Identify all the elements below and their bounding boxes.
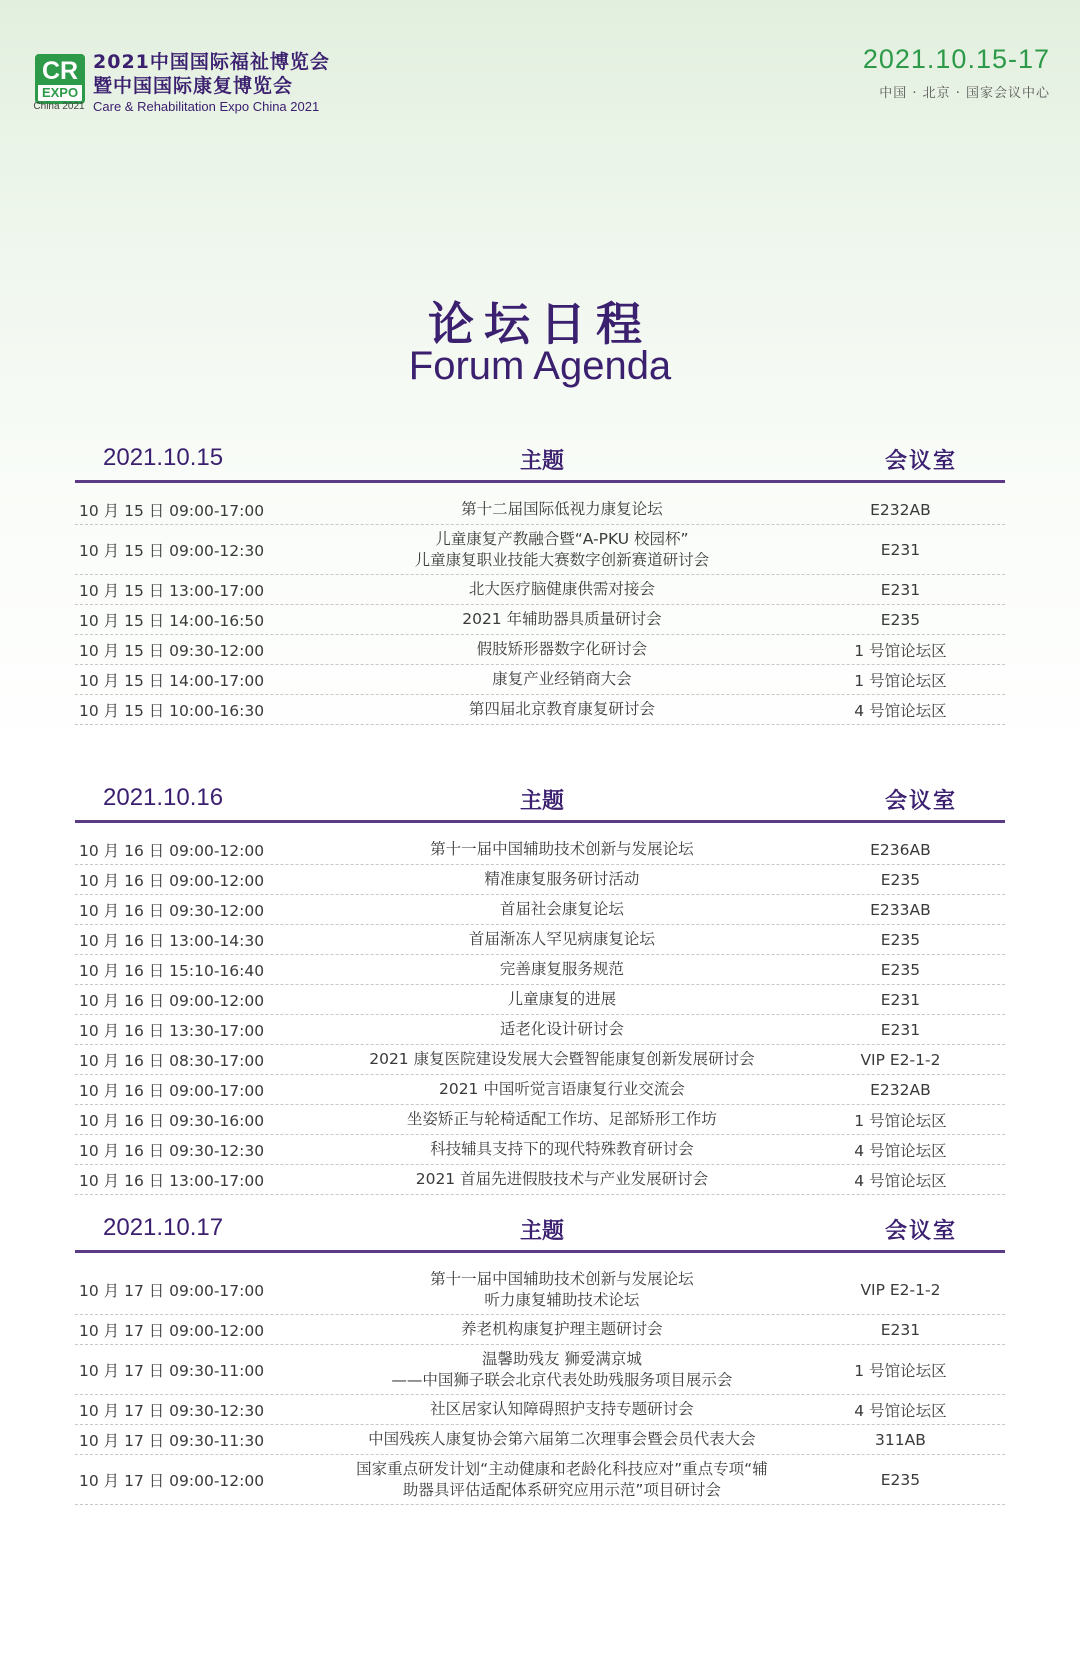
session-topic-line: 完善康复服务规范 <box>499 960 624 978</box>
topic-column-header: 主题 <box>520 449 565 474</box>
session-topic-line: 2021 中国听觉言语康复行业交流会 <box>438 1080 685 1098</box>
agenda-row <box>75 835 1005 865</box>
expo-name-en: Care & Rehabilitation Expo China 2021 <box>93 99 320 114</box>
session-time: 10 月 15 日 10:00-16:30 <box>79 701 265 720</box>
session-time: 10 月 16 日 09:30-12:00 <box>79 901 265 920</box>
session-room: 1 号馆论坛区 <box>854 641 947 660</box>
session-time: 10 月 15 日 09:00-17:00 <box>79 501 265 520</box>
session-topic-line: 康复产业经销商大会 <box>492 670 632 688</box>
page-subtitle: Forum Agenda <box>408 344 672 388</box>
section-header <box>75 1208 1005 1253</box>
session-room: 1 号馆论坛区 <box>854 671 947 690</box>
agenda-row <box>75 495 1005 525</box>
session-room: VIP E2-1-2 <box>860 1280 941 1299</box>
session-room: E232AB <box>870 1080 931 1099</box>
session-topic <box>328 639 796 660</box>
session-topic <box>328 869 796 890</box>
agenda-row <box>75 1045 1005 1075</box>
session-room: E236AB <box>870 840 931 859</box>
session-topic <box>328 959 796 980</box>
session-topic <box>328 1429 796 1450</box>
expo-name-cn-1: 2021中国国际福祉博览会 <box>93 51 330 73</box>
session-time: 10 月 16 日 08:30-17:00 <box>79 1051 265 1070</box>
session-topic <box>328 1019 796 1040</box>
session-topic <box>328 609 796 630</box>
session-time: 10 月 17 日 09:00-17:00 <box>79 1281 265 1300</box>
agenda-row <box>75 1315 1005 1345</box>
session-topic <box>328 1109 796 1130</box>
session-topic-line: 温馨助残友 狮爱满京城 <box>481 1349 642 1368</box>
session-room: 4 号馆论坛区 <box>854 701 947 720</box>
session-topic-line: 科技辅具支持下的现代特殊教育研讨会 <box>430 1140 694 1158</box>
event-venue: 中国 · 北京 · 国家会议中心 <box>879 86 1050 101</box>
session-topic-line: ——中国狮子联会北京代表处助残服务项目展示会 <box>391 1370 733 1389</box>
session-topic-line: 坐姿矫正与轮椅适配工作坊、足部矫形工作坊 <box>406 1110 717 1128</box>
session-topic <box>328 1319 796 1340</box>
page-title: 论坛日程 <box>428 297 652 351</box>
session-topic <box>328 989 796 1010</box>
session-topic-line: 儿童康复职业技能大赛数字创新赛道研讨会 <box>414 550 710 569</box>
session-time: 10 月 16 日 09:00-12:00 <box>79 991 265 1010</box>
session-topic-line: 助器具评估适配体系研究应用示范”项目研讨会 <box>402 1480 721 1499</box>
session-topic-line: 社区居家认知障碍照护支持专题研讨会 <box>430 1400 694 1418</box>
agenda-row <box>75 925 1005 955</box>
session-topic-line: 2021 首届先进假肢技术与产业发展研讨会 <box>415 1170 709 1188</box>
agenda-row <box>75 895 1005 925</box>
room-column-header: 会议室 <box>885 789 958 814</box>
agenda-row <box>75 985 1005 1015</box>
section-date: 2021.10.16 <box>103 784 224 811</box>
session-topic-line: 首届渐冻人罕见病康复论坛 <box>468 930 655 948</box>
session-topic <box>328 839 796 860</box>
session-topic <box>328 1139 796 1160</box>
session-topic <box>328 699 796 720</box>
session-time: 10 月 17 日 09:30-11:30 <box>79 1431 265 1450</box>
session-time: 10 月 15 日 14:00-17:00 <box>79 671 265 690</box>
session-time: 10 月 15 日 09:00-12:30 <box>79 541 265 560</box>
event-date: 2021.10.15-17 <box>862 44 1050 74</box>
session-time: 10 月 16 日 09:30-12:30 <box>79 1141 265 1160</box>
agenda-row <box>75 635 1005 665</box>
agenda-row <box>75 605 1005 635</box>
session-room: E233AB <box>870 900 931 919</box>
section-date: 2021.10.15 <box>103 444 224 471</box>
session-room: E231 <box>880 540 921 559</box>
session-room: 311AB <box>875 1430 926 1449</box>
agenda-row <box>75 525 1005 575</box>
session-topic <box>328 1399 796 1420</box>
session-room: E231 <box>880 990 921 1009</box>
session-room: E231 <box>880 580 921 599</box>
session-topic-line: 第四届北京教育康复研讨会 <box>468 700 655 718</box>
topic-column-header: 主题 <box>520 789 565 814</box>
session-room: E235 <box>880 960 921 979</box>
agenda-row <box>75 1395 1005 1425</box>
session-time: 10 月 16 日 13:00-17:00 <box>79 1171 265 1190</box>
session-topic-line: 2021 年辅助器具质量研讨会 <box>462 610 662 628</box>
session-time: 10 月 17 日 09:00-12:00 <box>79 1321 265 1340</box>
session-topic <box>328 499 796 520</box>
session-time: 10 月 16 日 09:00-17:00 <box>79 1081 265 1100</box>
session-topic-line: 2021 康复医院建设发展大会暨智能康复创新发展研讨会 <box>369 1050 755 1068</box>
expo-names <box>93 50 330 116</box>
session-topic <box>328 1349 796 1391</box>
agenda-list <box>75 1265 1005 1505</box>
session-topic-line: 第十一届中国辅助技术创新与发展论坛 <box>430 840 694 858</box>
session-topic <box>328 899 796 920</box>
session-time: 10 月 15 日 09:30-12:00 <box>79 641 265 660</box>
session-room: 4 号馆论坛区 <box>854 1171 947 1190</box>
session-topic <box>328 1079 796 1100</box>
room-column-header: 会议室 <box>885 449 958 474</box>
session-topic-line: 儿童康复的进展 <box>507 990 617 1008</box>
section-header <box>75 778 1005 823</box>
session-time: 10 月 16 日 09:00-12:00 <box>79 871 265 890</box>
session-topic-line: 第十一届中国辅助技术创新与发展论坛 <box>430 1269 694 1288</box>
logo-expo-text: EXPO <box>41 85 79 100</box>
agenda-day-section <box>75 438 1005 725</box>
agenda-row <box>75 865 1005 895</box>
session-time: 10 月 15 日 14:00-16:50 <box>79 611 265 630</box>
session-topic-line: 首届社会康复论坛 <box>499 900 624 918</box>
session-topic-line: 假肢矫形器数字化研讨会 <box>476 640 648 658</box>
session-time: 10 月 16 日 15:10-16:40 <box>79 961 265 980</box>
agenda-row <box>75 1265 1005 1315</box>
session-time: 10 月 16 日 09:30-16:00 <box>79 1111 265 1130</box>
session-room: 1 号馆论坛区 <box>854 1361 947 1380</box>
session-topic-line: 第十二届国际低视力康复论坛 <box>461 500 663 518</box>
logo-cr-text: CR <box>38 57 82 85</box>
room-column-header: 会议室 <box>885 1219 958 1244</box>
expo-logo <box>35 54 85 104</box>
agenda-row <box>75 1455 1005 1505</box>
agenda-row <box>75 1345 1005 1395</box>
page-header <box>0 0 1080 140</box>
session-topic <box>328 529 796 571</box>
section-date: 2021.10.17 <box>103 1214 224 1241</box>
session-topic <box>328 669 796 690</box>
session-topic <box>328 1459 796 1501</box>
agenda-list <box>75 835 1005 1195</box>
session-topic-line: 养老机构康复护理主题研讨会 <box>461 1320 663 1338</box>
agenda-row <box>75 1135 1005 1165</box>
session-time: 10 月 16 日 13:30-17:00 <box>79 1021 265 1040</box>
session-topic <box>328 1169 796 1190</box>
session-room: VIP E2-1-2 <box>860 1050 941 1069</box>
session-time: 10 月 16 日 13:00-14:30 <box>79 931 265 950</box>
session-room: E235 <box>880 930 921 949</box>
session-room: 4 号馆论坛区 <box>854 1141 947 1160</box>
session-room: E235 <box>880 1470 921 1489</box>
session-topic-line: 中国残疾人康复协会第六届第二次理事会暨会员代表大会 <box>368 1430 756 1448</box>
agenda-row <box>75 695 1005 725</box>
session-topic <box>328 929 796 950</box>
section-header <box>75 438 1005 483</box>
session-topic-line: 听力康复辅助技术论坛 <box>484 1290 640 1309</box>
session-room: 1 号馆论坛区 <box>854 1111 947 1130</box>
session-room: E235 <box>880 610 921 629</box>
session-topic-line: 精准康复服务研讨活动 <box>484 870 640 888</box>
session-topic <box>328 1269 796 1311</box>
session-topic <box>328 1049 796 1070</box>
session-topic-line: 儿童康复产教融合暨“A-PKU 校园杯” <box>435 529 689 548</box>
agenda-list <box>75 495 1005 725</box>
agenda-row <box>75 1105 1005 1135</box>
logo-caption: China 2021 <box>33 101 85 112</box>
session-room: E232AB <box>870 500 931 519</box>
session-topic <box>328 579 796 600</box>
agenda-row <box>75 1015 1005 1045</box>
session-room: E235 <box>880 870 921 889</box>
agenda-row <box>75 1075 1005 1105</box>
expo-name-cn-2: 暨中国国际康复博览会 <box>93 75 294 97</box>
agenda-day-section <box>75 778 1005 1195</box>
session-time: 10 月 17 日 09:30-11:00 <box>79 1361 265 1380</box>
session-room: E231 <box>880 1020 921 1039</box>
topic-column-header: 主题 <box>520 1219 565 1244</box>
session-time: 10 月 17 日 09:30-12:30 <box>79 1401 265 1420</box>
session-time: 10 月 15 日 13:00-17:00 <box>79 581 265 600</box>
session-room: 4 号馆论坛区 <box>854 1401 947 1420</box>
agenda-row <box>75 1425 1005 1455</box>
agenda-row <box>75 575 1005 605</box>
agenda-row <box>75 1165 1005 1195</box>
session-time: 10 月 16 日 09:00-12:00 <box>79 841 265 860</box>
agenda-row <box>75 665 1005 695</box>
agenda-row <box>75 955 1005 985</box>
session-time: 10 月 17 日 09:00-12:00 <box>79 1471 265 1490</box>
session-topic-line: 国家重点研发计划“主动健康和老龄化科技应对”重点专项“辅 <box>356 1459 768 1478</box>
session-room: E231 <box>880 1320 921 1339</box>
session-topic-line: 北大医疗脑健康供需对接会 <box>468 580 655 598</box>
session-topic-line: 适老化设计研讨会 <box>499 1020 624 1038</box>
agenda-day-section <box>75 1208 1005 1505</box>
